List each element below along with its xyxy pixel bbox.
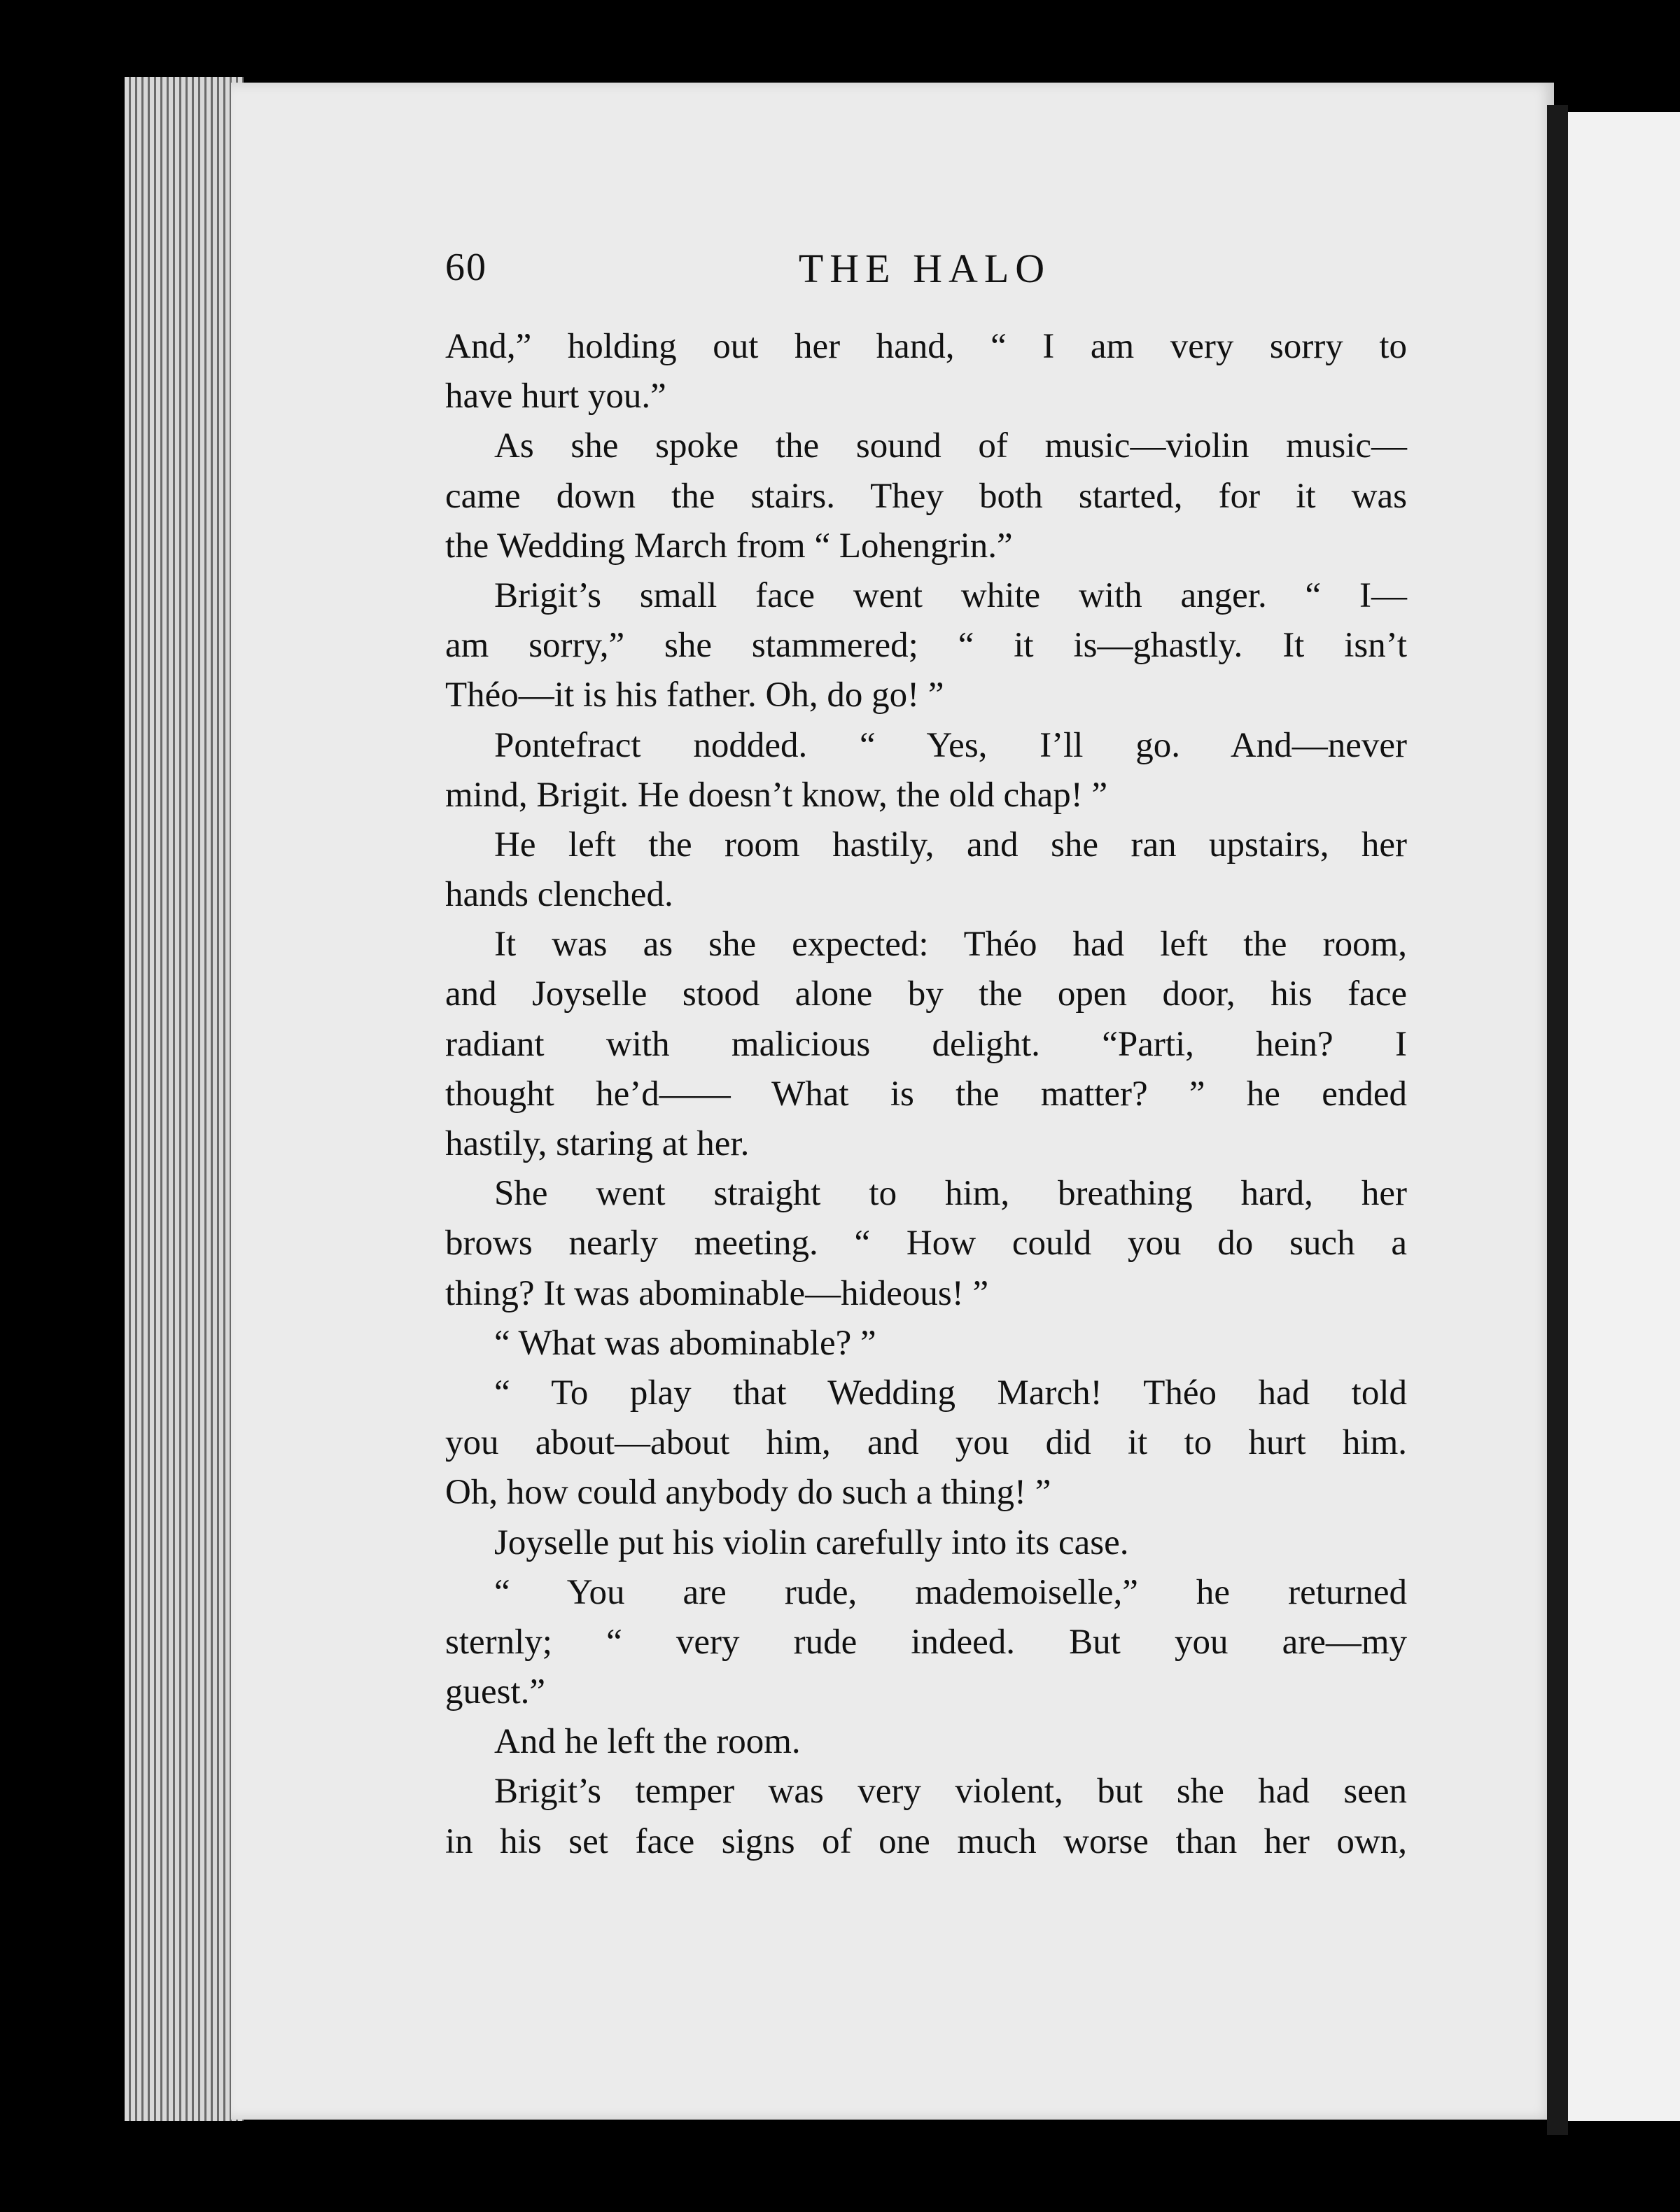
- text-line: She went straight to him, breathing hard, her: [494, 1174, 1407, 1214]
- text-line: am sorry,” she stammered; “ it is—ghastly. It isn’t: [445, 626, 1407, 666]
- text-line: and Joyselle stood alone by the open door, his face: [445, 974, 1407, 1014]
- text-line: Brigit’s temper was very violent, but she had seen: [494, 1772, 1407, 1812]
- text-line: sternly; “ very rude indeed. But you are—my: [445, 1622, 1407, 1662]
- text-line: you about—about him, and you did it to hurt him.: [445, 1423, 1407, 1463]
- page-edges: [125, 77, 244, 2121]
- text-line: brows nearly meeting. “ How could you do such a: [445, 1224, 1407, 1264]
- text-line: And he left the room.: [494, 1722, 801, 1762]
- text-line: It was as she expected: Théo had left the room,: [494, 925, 1407, 965]
- text-line: guest.”: [445, 1672, 546, 1712]
- text-line: Joyselle put his violin carefully into its case.: [494, 1522, 1129, 1562]
- text-line: Oh, how could anybody do such a thing! ”: [445, 1473, 1051, 1513]
- text-line: thing? It was abominable—hideous! ”: [445, 1273, 989, 1313]
- body-text: [445, 322, 1407, 1867]
- text-line: “ What was abominable? ”: [494, 1323, 876, 1363]
- text-line: As she spoke the sound of music—violin music—: [494, 426, 1407, 466]
- text-line: He left the room hastily, and she ran upstairs, her: [494, 825, 1407, 864]
- text-line: And,” holding out her hand, “ I am very sorry to: [445, 327, 1407, 366]
- facing-page-edge: [1568, 112, 1680, 2121]
- running-head: THE HALO: [798, 246, 1051, 291]
- text-line: hands clenched.: [445, 875, 673, 915]
- page-number: 60: [445, 246, 487, 289]
- text-line: Théo—it is his father. Oh, do go! ”: [445, 676, 944, 715]
- text-line: came down the stairs. They both started, for it was: [445, 476, 1407, 516]
- text-line: thought he’d—— What is the matter? ” he ended: [445, 1074, 1407, 1114]
- text-line: in his set face signs of one much worse than her own,: [445, 1821, 1407, 1861]
- book-binding: [1547, 105, 1568, 2135]
- text-line: Brigit’s small face went white with anger. “ I—: [494, 575, 1407, 615]
- text-line: the Wedding March from “ Lohengrin.”: [445, 526, 1013, 566]
- text-line: mind, Brigit. He doesn’t know, the old chap! ”: [445, 775, 1108, 815]
- text-line: hastily, staring at her.: [445, 1124, 750, 1163]
- text-line: Pontefract nodded. “ Yes, I’ll go. And—never: [494, 725, 1407, 765]
- page-header: [445, 245, 1404, 301]
- text-line: “ You are rude, mademoiselle,” he returned: [494, 1572, 1407, 1612]
- text-line: “ To play that Wedding March! Théo had told: [494, 1373, 1407, 1413]
- text-line: radiant with malicious delight. “Parti, hein? I: [445, 1024, 1407, 1064]
- text-line: have hurt you.”: [445, 377, 666, 416]
